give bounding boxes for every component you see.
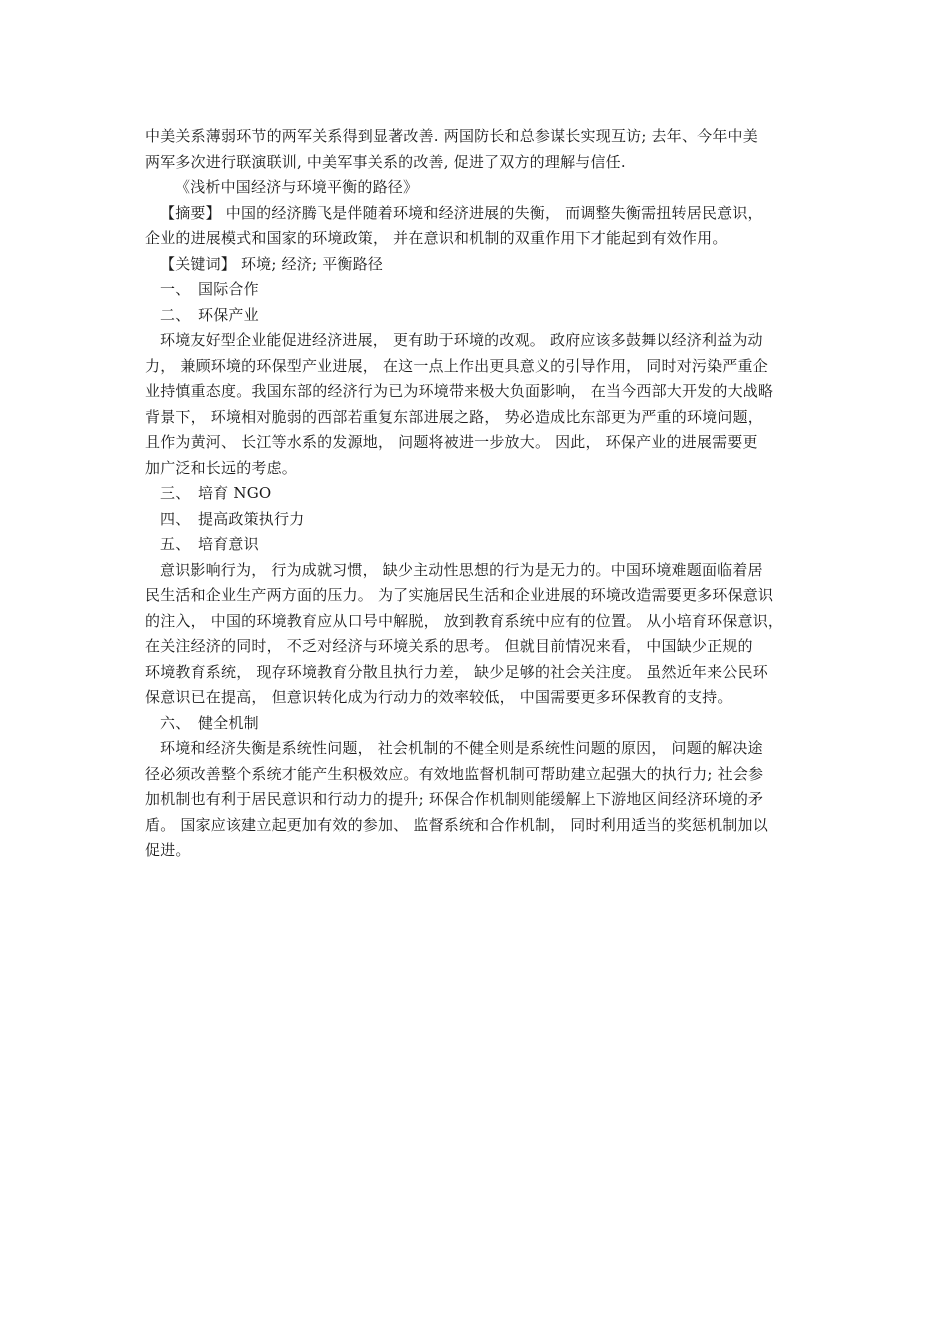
paragraph-line: 加机制也有利于居民意识和行动力的提升; 环保合作机制则能缓解上下游地区间经济环境的矛	[145, 790, 764, 808]
section-heading	[145, 303, 817, 329]
paragraph-line: 环境和经济失衡是系统性问题， 社会机制的不健全则是系统性问题的原因， 问题的解决途	[160, 739, 763, 757]
section-number: 三、	[160, 484, 191, 502]
paragraph-line: 的注入， 中国的环境教育应从口号中解脱， 放到教育系统中应有的位置。 从小培育环保意识，	[145, 611, 784, 630]
paragraph-line: 盾。 国家应该建立起更加有效的参加、 监督系统和合作机制， 同时利用适当的奖惩机制加以	[145, 815, 768, 834]
paragraph-line: 且作为黄河、 长江等水系的发源地， 问题将被进一步放大。 因此， 环保产业的进展需要更	[145, 433, 758, 451]
section-number: 四、	[160, 509, 191, 528]
section-number: 一、	[160, 280, 191, 298]
paragraph-line: 径必须改善整个系统才能产生积极效应。有效地监督机制可帮助建立起强大的执行力; 社会参	[145, 764, 764, 783]
section-heading	[145, 481, 817, 507]
intro-line: 两军多次进行联演联训, 中美军事关系的改善, 促进了双方的理解与信任.	[145, 152, 626, 171]
abstract-line: 【摘要】 中国的经济腾飞是伴随着环境和经济进展的失衡， 而调整失衡需扭转居民意识，	[160, 203, 763, 222]
paragraph-line: 促进。	[145, 841, 191, 859]
section-heading	[145, 507, 817, 533]
intro-line: 中美关系薄弱环节的两军关系得到显著改善. 两国防长和总参谋长实现互访; 去年、今年中美	[145, 127, 758, 145]
section-title: 提高政策执行力	[198, 509, 305, 528]
paragraph-line: 保意识已在提高， 但意识转化成为行动力的效率较低， 中国需要更多环保教育的支持。	[145, 688, 733, 706]
article-title: 《浅析中国经济与环境平衡的路径》	[175, 178, 419, 196]
paragraph-line: 环境教育系统， 现存环境教育分散且执行力差， 缺少足够的社会关注度。 虽然近年来公民环	[145, 662, 768, 681]
section-title: 国际合作	[198, 280, 259, 298]
paragraph-line: 加广泛和长远的考虑。	[145, 458, 298, 477]
section-number: 五、	[160, 535, 191, 553]
paragraph-line: 民生活和企业生产两方面的压力。 为了实施居民生活和企业进展的环境改造需要更多环保意识	[145, 586, 774, 604]
paragraph-line: 力， 兼顾环境的环保型产业进展， 在这一点上作出更具意义的引导作用， 同时对污染严重企	[145, 356, 768, 375]
document-body	[145, 124, 817, 864]
section-number: 六、	[160, 713, 191, 732]
abstract-line: 企业的进展模式和国家的环境政策， 并在意识和机制的双重作用下才能起到有效作用。	[145, 229, 728, 247]
section-heading	[145, 277, 817, 303]
section-heading	[145, 711, 817, 737]
keywords: 【关键词】 环境; 经济; 平衡路径	[160, 254, 384, 273]
paragraph-line: 在关注经济的同时， 不乏对经济与环境关系的思考。 但就目前情况来看， 中国缺少正规的	[145, 637, 753, 655]
section-title: 培育 NGO	[198, 484, 272, 502]
paragraph-line: 业持慎重态度。我国东部的经济行为已为环境带来极大负面影响， 在当今西部大开发的大战略	[145, 382, 774, 400]
section-title: 培育意识	[198, 535, 259, 553]
paragraph-line: 环境友好型企业能促进经济进展， 更有助于环境的改观。 政府应该多鼓舞以经济利益为动	[160, 331, 763, 349]
section-title: 健全机制	[198, 713, 259, 732]
paragraph-line: 意识影响行为， 行为成就习惯， 缺少主动性思想的行为是无力的。中国环境难题面临着居	[160, 560, 763, 579]
section-number: 二、	[160, 305, 191, 324]
section-heading	[145, 532, 817, 558]
paragraph-line: 背景下， 环境相对脆弱的西部若重复东部进展之路， 势必造成比东部更为严重的环境问题，	[145, 407, 763, 426]
section-title: 环保产业	[198, 305, 259, 324]
